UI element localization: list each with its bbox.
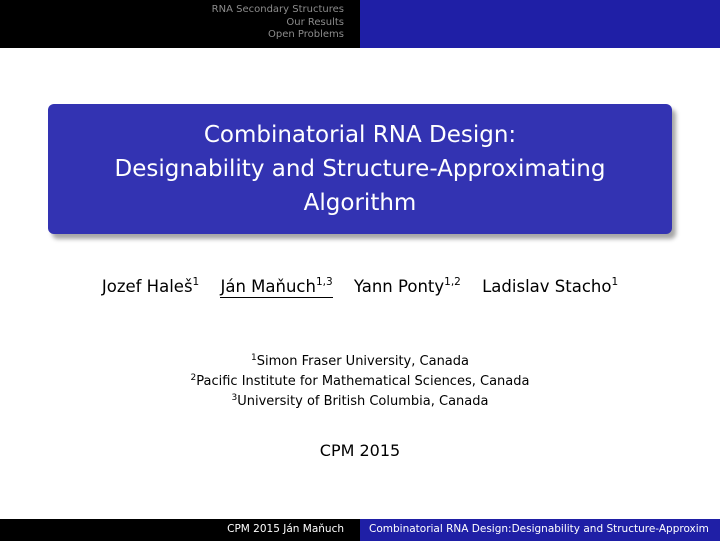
nav-item-our-results[interactable]: Our Results [286, 16, 344, 28]
title-line-1: Combinatorial RNA Design: [203, 122, 517, 148]
author-ponty: Yann Ponty$^{1,2}$ [353, 276, 461, 296]
affiliation-2: $^2$Pacific Institute for Mathematical Sciences, Canada [190, 373, 530, 389]
conference-name: CPM 2015 [319, 441, 401, 460]
affiliation-1: $^1$Simon Fraser University, Canada [251, 353, 469, 369]
author-stacho: Ladislav Stacho$^1$ [482, 276, 619, 296]
nav-item-open-problems[interactable]: Open Problems [268, 29, 344, 40]
title-box [48, 104, 672, 234]
title-line-2: Designability and Structure-Approximating [114, 156, 606, 182]
footer-short-title: Combinatorial RNA Design:Designability and Structure-Approxim [369, 523, 709, 535]
section-navigation [0, 0, 360, 48]
author-hales: Jozef Haleš$^1$ [101, 276, 200, 296]
title-line-3: Algorithm [303, 190, 417, 216]
footer-right [360, 519, 720, 541]
section-list [212, 4, 344, 42]
nav-item-rna-secondary-structures[interactable]: RNA Secondary Structures [211, 4, 344, 15]
header-bar [0, 0, 720, 48]
affiliation-list [60, 352, 660, 412]
header-right-panel [360, 0, 720, 48]
footer-left [0, 519, 360, 541]
author-manuch-presenter: Ján Maňuch$^{1,3}$ [220, 276, 333, 296]
footer-conference-presenter: CPM 2015 Ján Maňuch [227, 523, 344, 535]
affiliation-3: $^3$University of British Columbia, Canada [231, 393, 489, 409]
author-list [60, 274, 660, 300]
